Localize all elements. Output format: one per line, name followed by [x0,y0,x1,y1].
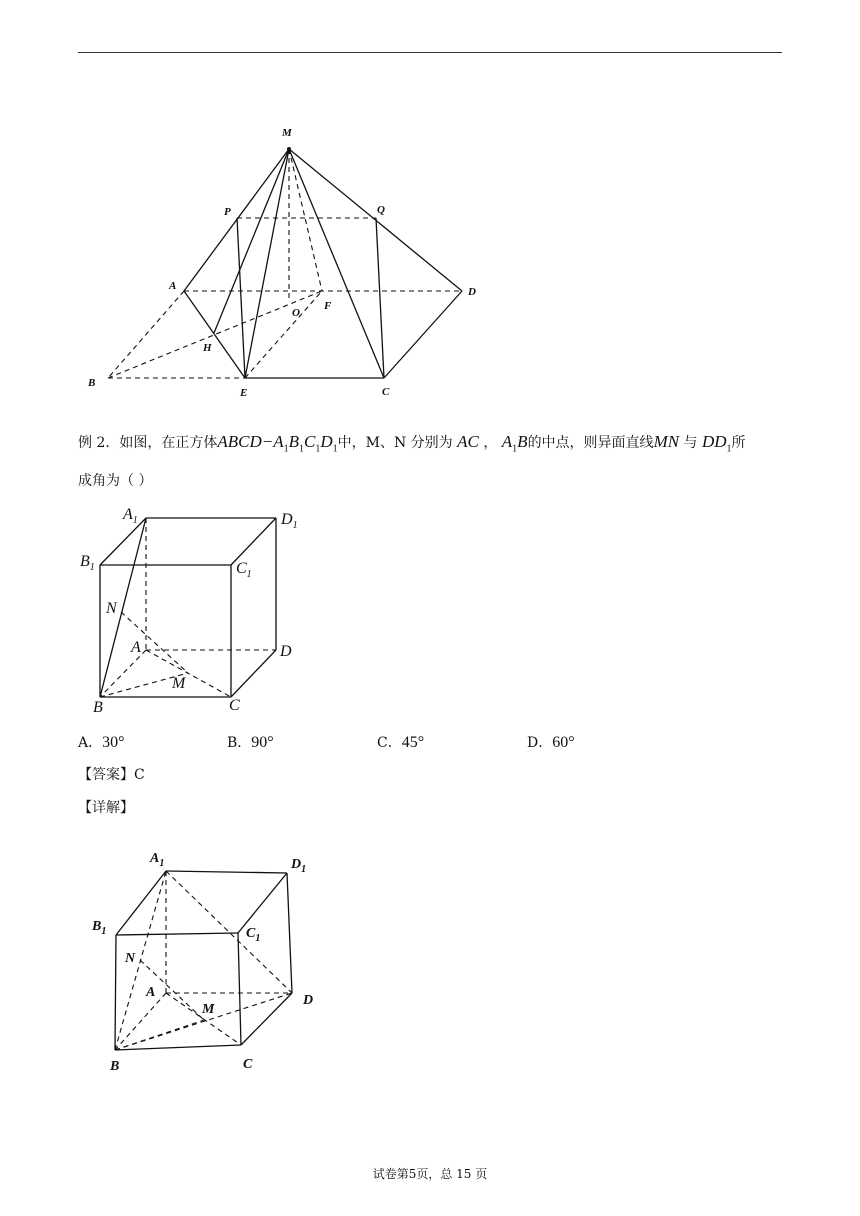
problem-text-line2: 成角为（ ） [78,473,153,489]
figure-cube-solution [0,840,860,1080]
label-A1: $A_1$ [150,851,165,869]
label-C: C [229,697,240,714]
figure1-lines [108,147,462,378]
label-H: H [203,342,212,354]
figure-pyramid [0,0,860,410]
label-N: N [106,600,117,617]
figure2-lines [100,518,276,697]
figure3-lines [115,871,292,1050]
problem-text-line1: 例 2．如图，在正方体$ABCD-A_1B_1C_1D_1$中，M、N 分别为 AC ， $A_1B$的中点，则异面直线MN 与 $DD_1$所 [78,432,746,455]
answer-line: 【答案】C [78,767,145,783]
label-B1: $B_1$ [92,919,107,937]
label-E: E [240,387,248,399]
option-a[interactable]: A．30° [78,734,125,751]
label-A: A [146,985,156,1000]
label-A1: $A_1$ [123,506,138,526]
label-M: M [172,675,186,692]
label-B1: $B_1$ [80,553,95,573]
option-c[interactable]: C．45° [377,734,425,751]
label-D: D [468,286,476,298]
label-P: P [224,206,231,218]
label-D: D [280,643,292,660]
label-F: F [324,300,332,312]
label-A: A [131,639,141,656]
option-d[interactable]: D．60° [527,734,575,751]
figure-cube-question [0,500,860,730]
label-A: A [169,280,177,292]
page-footer: 试卷第5页，总 15 页 [372,1167,488,1181]
label-D1: $D_1$ [291,857,307,875]
label-M: M [202,1002,215,1017]
label-M: M [282,127,292,139]
label-D: D [303,993,314,1008]
label-D1: $D_1$ [281,511,298,531]
label-B: B [110,1059,120,1074]
detail-label: 【详解】 [78,800,134,816]
label-N: N [125,951,136,966]
label-C1: $C_1$ [246,926,261,944]
label-O: O [292,307,300,319]
label-Q: Q [377,204,385,216]
label-C1: $C_1$ [236,560,252,580]
label-C: C [382,386,390,398]
label-B: B [88,377,96,389]
option-b[interactable]: B．90° [227,734,274,751]
label-B: B [93,699,103,716]
label-C: C [243,1057,253,1072]
